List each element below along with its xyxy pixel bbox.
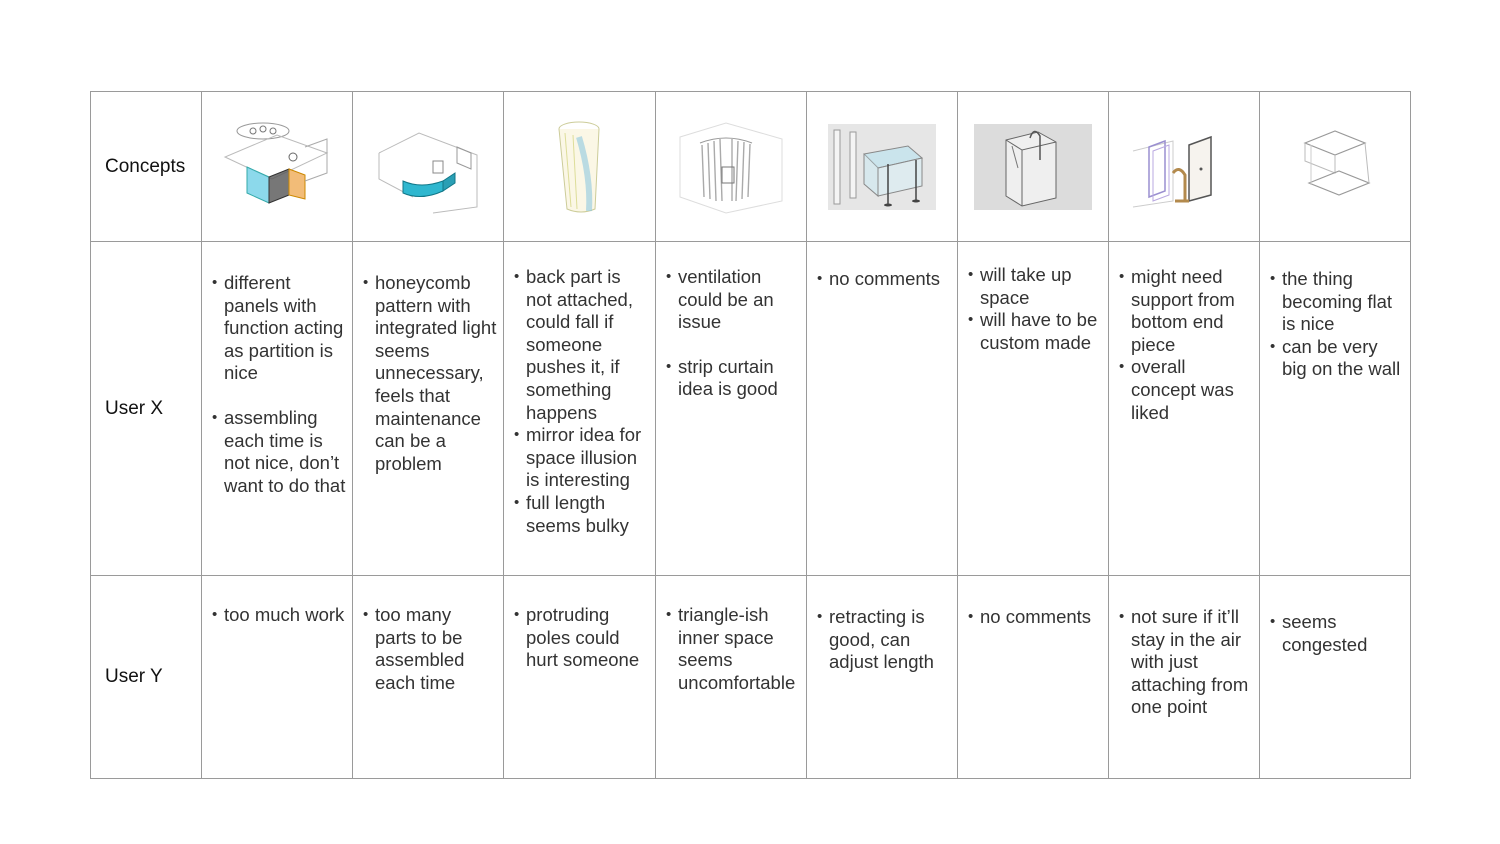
note: • might need support from bottom end piece (1117, 266, 1253, 356)
note: • not sure if it’ll stay in the air with just attaching from one point (1117, 606, 1253, 719)
user-x-cell-6 (958, 242, 1109, 576)
user-y-cell-2 (353, 576, 504, 779)
concept-2-image (353, 92, 504, 242)
concept-7-wall-unit-sketch (1129, 117, 1239, 217)
note: • ventilation could be an issue (664, 266, 800, 334)
note: • can be very big on the wall (1268, 336, 1404, 381)
concept-4-strip-curtain-sketch (676, 117, 786, 217)
concept-2-honeycomb-sketch (373, 117, 483, 217)
user-y-cell-5 (807, 576, 958, 779)
note: • too much work (210, 604, 346, 627)
concept-feedback-table (90, 91, 1411, 779)
note: • different panels with function acting as partition is nice (210, 272, 346, 385)
note: • back part is not attached, could fall if someone pushes it, if something happens (512, 266, 649, 424)
user-x-row (91, 242, 1411, 576)
note: • assembling each time is not nice, don’t want to do that (210, 407, 346, 497)
concept-8-flat-box-sketch (1285, 117, 1385, 217)
concept-6-paper-model-photo (974, 124, 1092, 210)
user-x-cell-8 (1260, 242, 1411, 576)
concept-5-image (807, 92, 958, 242)
note: • too many parts to be assembled each time (361, 604, 497, 694)
note: • mirror idea for space illusion is interesting (512, 424, 649, 492)
note: • retracting is good, can adjust length (815, 606, 951, 674)
concepts-row (91, 92, 1411, 242)
note: • strip curtain idea is good (664, 356, 800, 401)
row-label-user-y: User Y (91, 576, 202, 779)
concept-5-poles-photo (828, 124, 936, 210)
user-x-cell-1 (202, 242, 353, 576)
note: • no comments (966, 606, 1102, 629)
concept-6-image (958, 92, 1109, 242)
user-x-cell-2 (353, 242, 504, 576)
row-label-concepts: Concepts (91, 92, 202, 242)
concept-1-image (202, 92, 353, 242)
concept-8-image (1260, 92, 1411, 242)
user-y-cell-1 (202, 576, 353, 779)
user-y-cell-7 (1109, 576, 1260, 779)
user-y-row (91, 576, 1411, 779)
user-y-cell-4 (656, 576, 807, 779)
note: • no comments (815, 268, 951, 291)
note: • protruding poles could hurt someone (512, 604, 649, 672)
row-label-user-x: User X (91, 242, 202, 576)
note: • honeycomb pattern with integrated light seems unnecessary, feels that maintenance can be a problem (361, 272, 497, 475)
note: • will have to be custom made (966, 309, 1102, 354)
note: • overall concept was liked (1117, 356, 1253, 424)
user-x-cell-3 (504, 242, 656, 576)
user-x-cell-7 (1109, 242, 1260, 576)
user-x-cell-4 (656, 242, 807, 576)
concept-1-panels-sketch (217, 117, 337, 217)
user-y-cell-3 (504, 576, 656, 779)
note: • will take up space (966, 264, 1102, 309)
concept-3-tube-sketch (535, 117, 625, 217)
user-y-cell-6 (958, 576, 1109, 779)
concept-7-image (1109, 92, 1260, 242)
note: • triangle-ish inner space seems uncomfortable (664, 604, 800, 694)
note: • the thing becoming flat is nice (1268, 268, 1404, 336)
user-x-cell-5 (807, 242, 958, 576)
note: • full length seems bulky (512, 492, 649, 537)
concept-4-image (656, 92, 807, 242)
concept-3-image (504, 92, 656, 242)
note: • seems congested (1268, 611, 1404, 656)
user-y-cell-8 (1260, 576, 1411, 779)
